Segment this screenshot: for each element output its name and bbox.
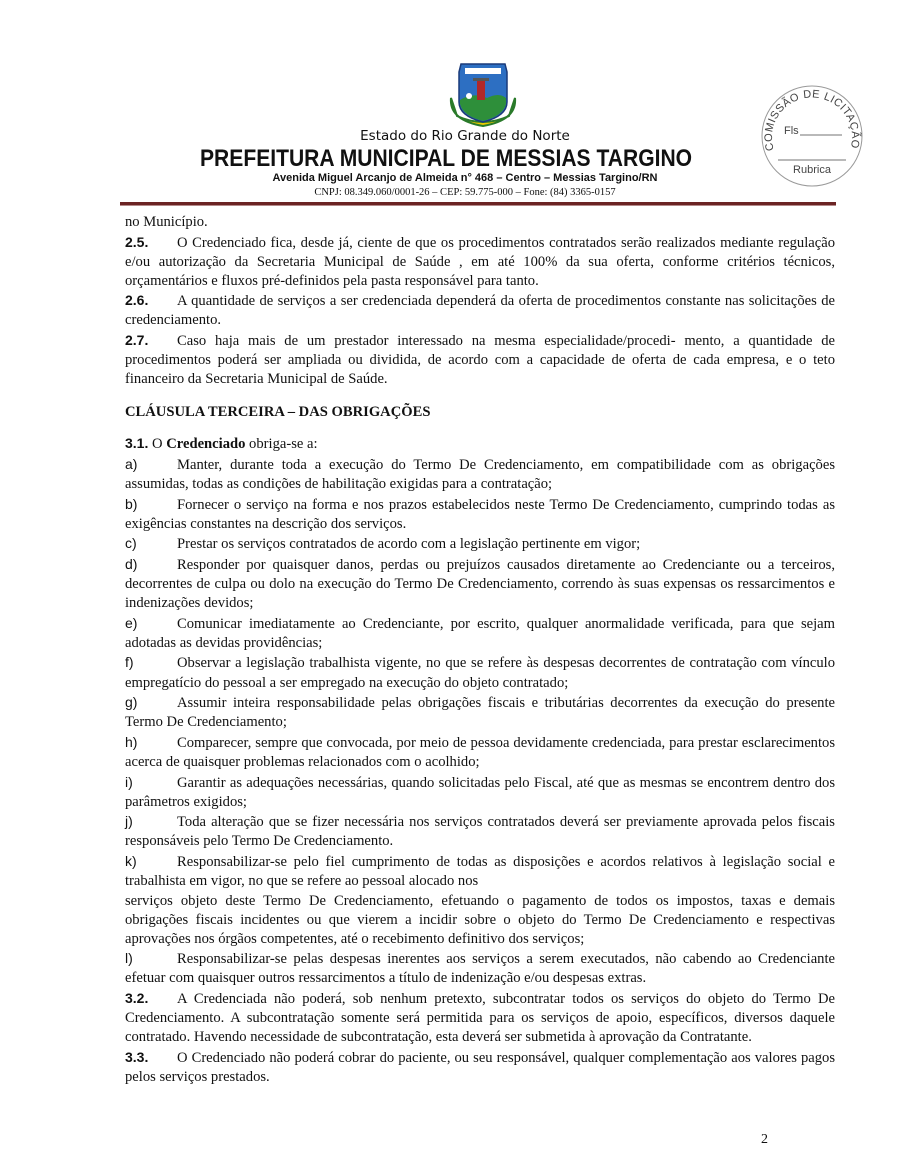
document-body <box>125 213 835 1088</box>
stamp-fls: Fls <box>784 125 799 137</box>
header-divider <box>120 202 836 206</box>
clause-text: A Credenciada não poderá, sob nenhum pretexto, subcontratar todos os serviços do objeto do Termo De Credenciamento. A subcontratação somente será permitida para os serviços de apoio, específicos, diversos daquele contratado. Havendo necessidade de subcontratação, esta deverá ser submetida à aprovação da Contratante. <box>125 991 835 1046</box>
clause-3-1-post: obriga-se a: <box>245 436 318 453</box>
item-text: Responder por quaisquer danos, perdas ou prejuízos causados diretamente ao Credenciante ou a terceiros, decorrentes de culpa ou dolo na execução do Termo De Credenciamento, correndo às suas expensas os ressarcimentos e indenizações devidos; <box>125 557 835 612</box>
item-text: Comparecer, sempre que convocada, por meio de pessoa devidamente credenciada, para prestar esclarecimentos acerca de quaisquer problemas relacionados com o acolhido; <box>125 734 835 770</box>
clause-3-1-bold: Credenciado <box>166 436 246 453</box>
item-label: e) <box>125 614 138 631</box>
item-text: Toda alteração que se fizer necessária nos serviços contratados deverá ser previamente aprovada pelos fiscais responsáveis pelo Termo De Credenciamento. <box>125 814 835 850</box>
item-label: k) <box>125 852 137 869</box>
list-item <box>125 693 835 732</box>
item-text: Responsabilizar-se pelo fiel cumprimento de todas as disposições e acordos relativos à legislação social e trabalhista em vigor, no que se refere ao pessoal alocado nos <box>125 853 835 889</box>
item-label: a) <box>125 456 138 473</box>
clause-text: Caso haja mais de um prestador interessado na mesma especialidade/procedi- mento, a quantidade de procedimentos poderá ser ampliada ou dividida, de acordo com a capacidade de oferta de cada empresa, e o teto financeiro da Secretaria Municipal de Saúde. <box>125 333 835 388</box>
item-text: Assumir inteira responsabilidade pelas obrigações fiscais e tributárias decorrentes da execução do presente Termo De Credenciamento; <box>125 695 835 731</box>
clause-text: O Credenciado não poderá cobrar do paciente, ou seu responsável, qualquer complementação aos valores pagos pelos serviços prestados. <box>125 1049 835 1085</box>
clause-text: O Credenciado fica, desde já, ciente de que os procedimentos contratados serão realizados mediante regulação e/ou autorização da Secretaria Municipal de Saúde , em até 100% da sua oferta, conforme critérios técnicos, orçamentários e fluxos pré-definidos pela pasta responsável para tanto. <box>125 234 835 289</box>
commission-stamp <box>760 84 864 188</box>
intro-text: no Município. <box>125 214 208 230</box>
svg-text:COMISSÃO DE LICITAÇÃO <box>763 88 862 152</box>
clauses-section-3 <box>125 989 835 1087</box>
item-label: d) <box>125 556 138 572</box>
item-text: Prestar os serviços contratados de acordo com a legislação pertinente em vigor; <box>177 536 641 553</box>
clause-text: A quantidade de serviços a ser credenciada dependerá da oferta de procedimentos constante nas solicitações de credenciamento. <box>125 293 835 329</box>
item-text: Comunicar imediatamente ao Credenciante, por escrito, qualquer anormalidade verificada, para que sejam adotadas as devidas providências; <box>125 615 835 651</box>
clause-paragraph <box>125 1048 835 1087</box>
contact-info: CNPJ: 08.349.060/0001-26 – CEP: 59.775-000 – Fone: (84) 3365-0157 <box>314 187 616 198</box>
clause-number: 2.6. <box>125 292 149 309</box>
municipal-coat-of-arms-logo <box>443 58 523 132</box>
list-item <box>125 614 835 653</box>
page-number: 2 <box>761 1132 768 1147</box>
state-name: Estado do Rio Grande do Norte <box>360 128 570 144</box>
item-text: Manter, durante toda a execução do Termo De Credenciamento, em compatibilidade com as obrigações assumidas, todas as condições de habilitação exigidas para a contratação; <box>125 457 835 493</box>
item-label: j) <box>125 813 133 830</box>
list-item <box>125 852 835 891</box>
list-item <box>125 653 835 692</box>
list-item <box>125 949 835 988</box>
clause-paragraph <box>125 331 835 389</box>
stamp-rubrica: Rubrica <box>793 164 831 176</box>
item-label: c) <box>125 535 137 552</box>
list-item <box>125 495 835 534</box>
clause-3-1 <box>125 434 835 454</box>
clause-paragraph <box>125 233 835 291</box>
item-label: b) <box>125 495 138 512</box>
clause-number: 2.7. <box>125 332 149 349</box>
clauses-section-2 <box>125 233 835 390</box>
clause-number: 3.1. <box>125 435 149 452</box>
address: Avenida Miguel Arcanjo de Almeida n° 468 – Centro – Messias Targino/RN <box>272 172 658 184</box>
stamp-ring-text: COMISSÃO DE LICITAÇÃO <box>762 88 862 153</box>
item-text: Observar a legislação trabalhista vigente, no que se refere às despesas decorrentes de contratação com vínculo empregatício do pessoal a ser empregado na execução do objeto contratado; <box>125 655 835 691</box>
clause-3-1-pre: O <box>152 436 167 453</box>
item-text: Fornecer o serviço na forma e nos prazos estabelecidos neste Termo De Credenciamento, cumprindo todas as exigências constantes na descrição dos serviços. <box>125 496 835 532</box>
list-item <box>125 534 835 554</box>
item-label: l) <box>125 950 133 967</box>
page-title: PREFEITURA MUNICIPAL DE MESSIAS TARGINO <box>200 145 693 172</box>
item-label: g) <box>125 694 138 711</box>
clause-number: 3.3. <box>125 1048 149 1065</box>
list-item <box>125 455 835 494</box>
item-label: f) <box>125 654 134 671</box>
item-text: Garantir as adequações necessárias, quando solicitadas pelo Fiscal, até que as mesmas se encontrem dentro dos parâmetros exigidos; <box>125 774 835 810</box>
clause-paragraph <box>125 291 835 330</box>
list-item <box>125 733 835 772</box>
list-item-continuation: serviços objeto deste Termo De Credenciamento, efetuando o pagamento de todos os impostos, taxas e demais obrigações fiscais incidentes ou que vierem a incidir sobre o objeto do Termo De Credenciamento e respectivas aprovações nos órgãos competentes, até o recebimento definitivo dos serviços; <box>125 892 835 947</box>
list-item <box>125 555 835 613</box>
clause-paragraph <box>125 989 835 1047</box>
clause-number: 2.5. <box>125 233 149 250</box>
list-item <box>125 773 835 812</box>
item-text: Responsabilizar-se pelas despesas inerentes aos serviços a serem executados, não cabendo ao Credenciante efetuar com quaisquer outros ressarcimentos a título de indenização e/ou despesas extras. <box>125 951 835 987</box>
clause-number: 3.2. <box>125 990 149 1007</box>
item-label: i) <box>125 773 133 790</box>
section-heading: CLÁUSULA TERCEIRA – DAS OBRIGAÇÕES <box>125 404 431 421</box>
list-item <box>125 812 835 851</box>
obligations-list <box>125 455 835 989</box>
item-label: h) <box>125 733 138 750</box>
